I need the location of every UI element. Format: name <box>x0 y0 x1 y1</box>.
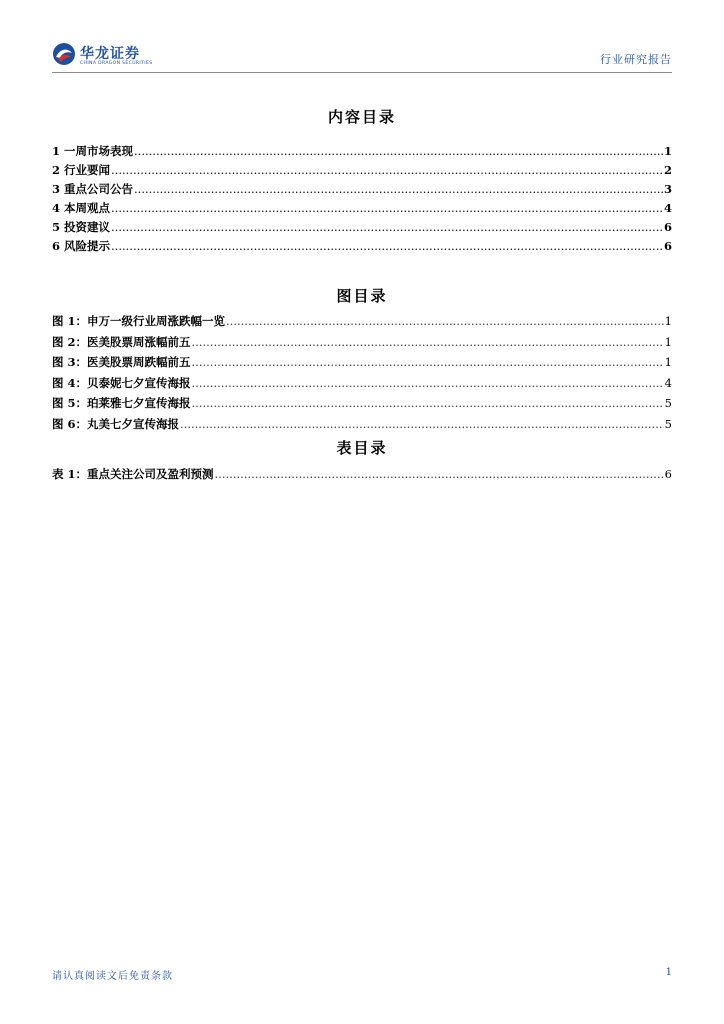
company-logo <box>52 40 172 70</box>
figure-entry[interactable] <box>52 375 672 396</box>
toc-entry-page: 4 <box>663 201 672 215</box>
figures-title: 图目录 <box>336 287 388 305</box>
dot-leader <box>226 314 664 328</box>
toc-entry-label: 2 行业要闻 <box>52 163 111 177</box>
dot-leader <box>134 144 663 158</box>
toc-entry-label: 6 风险提示 <box>52 239 111 253</box>
toc-entry-label: 5 投资建议 <box>52 220 111 234</box>
figure-entry-page: 1 <box>664 314 672 328</box>
dot-leader <box>192 355 664 369</box>
figures-list <box>52 313 672 436</box>
figure-entry-label: 图 5：珀莱雅七夕宣传海报 <box>52 396 191 410</box>
toc-entry-page: 2 <box>663 163 672 177</box>
dragon-logo-icon <box>52 42 76 66</box>
dot-leader <box>111 201 663 215</box>
toc-entry[interactable] <box>52 181 672 200</box>
figure-entry-label: 图 2：医美股票周涨幅前五 <box>52 334 191 349</box>
toc-entry-page: 1 <box>663 144 672 158</box>
figure-entry[interactable] <box>52 334 672 355</box>
figure-entry-page: 1 <box>664 355 672 369</box>
logo-text-en: CHINA DRAGON SECURITIES <box>80 61 153 66</box>
toc-entry[interactable] <box>52 219 672 238</box>
disclaimer-notice: 请认真阅读文后免责条款 <box>52 971 173 982</box>
dot-leader <box>111 163 663 177</box>
table-entry-label: 表 1：重点关注公司及盈利预测 <box>52 467 214 481</box>
toc-entry[interactable] <box>52 143 672 162</box>
report-type: 行业研究报告 <box>600 53 672 66</box>
table-entry[interactable] <box>52 466 672 487</box>
logo-text-cn: 华龙证券 <box>80 46 140 62</box>
tables-title: 表目录 <box>336 439 388 457</box>
dot-leader <box>215 467 664 481</box>
toc-entry-page: 6 <box>663 220 672 234</box>
toc-entry[interactable] <box>52 238 672 257</box>
figure-entry-page: 5 <box>664 396 672 410</box>
toc-entry[interactable] <box>52 200 672 219</box>
tables-list <box>52 466 672 487</box>
table-entry-page: 6 <box>664 467 672 481</box>
dot-leader <box>111 239 663 253</box>
dot-leader <box>192 396 664 410</box>
dot-leader <box>180 417 664 431</box>
toc-entry-label: 1 一周市场表现 <box>52 144 134 158</box>
toc-entry-page: 3 <box>663 182 672 196</box>
dot-leader <box>111 220 663 234</box>
contents-list <box>52 143 672 257</box>
toc-entry-label: 4 本周观点 <box>52 201 111 215</box>
figure-entry[interactable] <box>52 395 672 416</box>
dot-leader <box>134 182 663 196</box>
page-number: 1 <box>665 967 672 978</box>
dot-leader <box>192 376 664 390</box>
contents-title: 内容目录 <box>327 108 396 126</box>
figure-entry[interactable] <box>52 416 672 437</box>
figure-entry[interactable] <box>52 313 672 334</box>
figure-entry[interactable] <box>52 354 672 375</box>
toc-entry-page: 6 <box>663 239 672 253</box>
figure-entry-page: 5 <box>664 416 672 431</box>
figure-entry-label: 图 6：丸美七夕宣传海报 <box>52 416 180 431</box>
page-header <box>52 38 672 73</box>
figure-entry-page: 1 <box>664 334 672 349</box>
figure-entry-label: 图 3：医美股票周跌幅前五 <box>52 355 191 369</box>
figure-entry-page: 4 <box>664 375 672 390</box>
figure-entry-label: 图 1：申万一级行业周涨跌幅一览 <box>52 314 226 328</box>
toc-entry-label: 3 重点公司公告 <box>52 182 134 196</box>
dot-leader <box>192 335 664 349</box>
toc-entry[interactable] <box>52 162 672 181</box>
figure-entry-label: 图 4：贝泰妮七夕宣传海报 <box>52 375 191 390</box>
